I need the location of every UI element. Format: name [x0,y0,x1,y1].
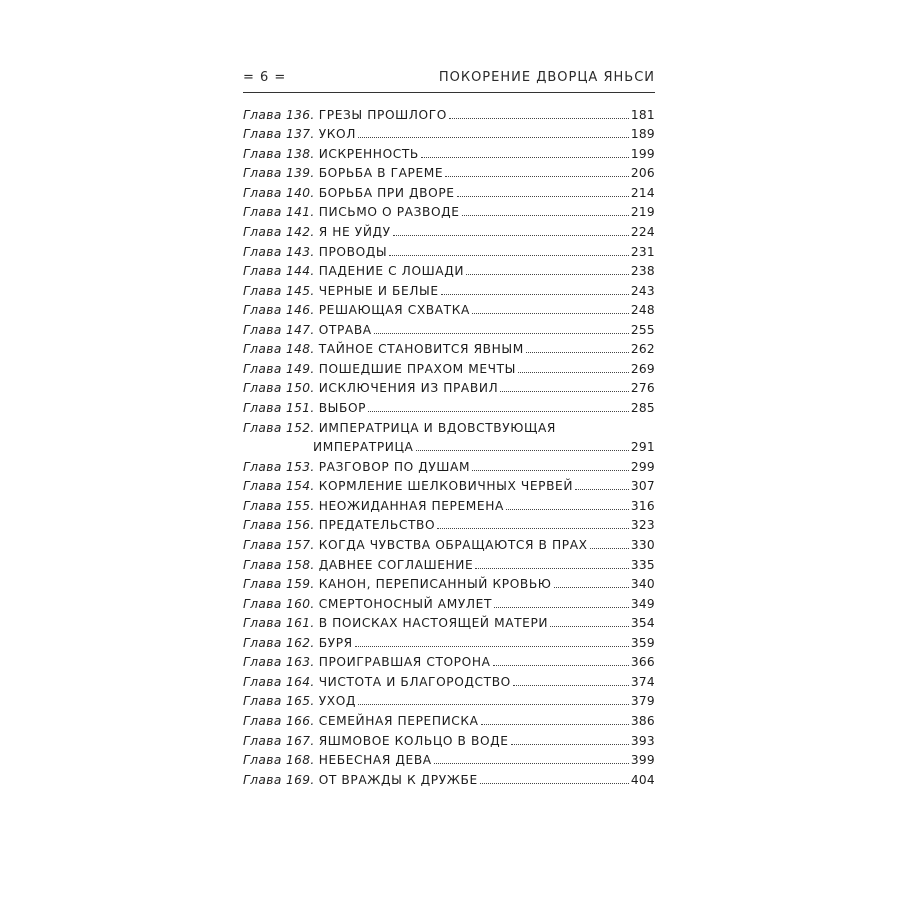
toc-entry [243,630,655,650]
chapter-page-number: 214 [630,185,655,200]
toc-entry [243,650,655,670]
chapter-number: Глава 161. [243,616,315,631]
chapter-title: ДАВНЕЕ СОГЛАШЕНИЕ [318,557,474,572]
chapter-page-number: 285 [630,401,655,415]
chapter-page-number: 399 [630,753,655,768]
dot-leader [472,470,629,471]
chapter-number: Глава 146. [243,303,315,318]
chapter-title: ПАДЕНИЕ С ЛОШАДИ [318,264,465,279]
toc-entry [243,572,655,592]
toc-entry [243,708,655,728]
dot-leader [462,215,629,216]
chapter-number: Глава 166. [243,714,315,728]
dot-leader [449,118,629,119]
dot-leader [526,352,629,353]
dot-leader [355,646,629,647]
chapter-page-number: 262 [630,342,655,357]
toc-entry [243,669,655,689]
toc-entry [243,532,655,552]
chapter-title: ТАЙНОЕ СТАНОВИТСЯ ЯВНЫМ [318,342,524,357]
chapter-title: БОРЬБА ПРИ ДВОРЕ [318,185,455,200]
toc-entry [243,337,655,357]
dot-leader [472,313,629,314]
chapter-title: ПИСЬМО О РАЗВОДЕ [318,205,460,220]
chapter-page-number: 349 [630,596,655,611]
toc-entry [243,395,655,415]
chapter-title: ПРОВОДЫ [318,244,388,259]
chapter-number: Глава 138. [243,146,315,161]
dot-leader [421,157,629,158]
chapter-title: ИСКЛЮЧЕНИЯ ИЗ ПРАВИЛ [318,381,499,396]
chapter-number: Глава 139. [243,166,315,181]
chapter-number: Глава 164. [243,674,315,689]
chapter-number: Глава 151. [243,401,315,415]
chapter-title: РЕШАЮЩАЯ СХВАТКА [318,303,470,318]
dot-leader [480,783,629,784]
toc-entry [243,219,655,239]
chapter-number: Глава 158. [243,557,315,572]
toc-entry [243,493,655,513]
chapter-title: ПОШЕДШИЕ ПРАХОМ МЕЧТЫ [318,361,517,376]
dot-leader [475,568,628,569]
toc-entry [243,180,655,200]
chapter-page-number: 206 [630,166,655,181]
chapter-title: ПРЕДАТЕЛЬСТВО [318,518,436,533]
dot-leader [358,137,629,138]
chapter-number: Глава 145. [243,283,315,298]
dot-leader [368,411,629,412]
chapter-number: Глава 162. [243,635,315,650]
chapter-title: НЕОЖИДАННАЯ ПЕРЕМЕНА [318,498,504,513]
table-of-contents [243,102,655,787]
toc-entry [243,552,655,572]
chapter-page-number: 386 [630,714,655,728]
chapter-page-number: 243 [630,283,655,298]
dot-leader [389,255,629,256]
chapter-number: Глава 159. [243,577,315,592]
dot-leader [416,450,629,451]
chapter-page-number: 255 [630,322,655,337]
toc-entry [243,161,655,181]
chapter-page-number: 374 [630,674,655,689]
chapter-page-number: 354 [630,616,655,631]
toc-entry [243,239,655,259]
chapter-title: СЕМЕЙНАЯ ПЕРЕПИСКА [318,714,479,728]
chapter-number: Глава 163. [243,655,315,670]
chapter-page-number: 359 [630,635,655,650]
chapter-page-number: 199 [630,146,655,161]
chapter-title: ЧИСТОТА И БЛАГОРОДСТВО [318,674,511,689]
dot-leader [518,372,629,373]
chapter-title: ИМПЕРАТРИЦА И ВДОВСТВУЮЩАЯ [318,420,556,435]
toc-entry [243,102,655,122]
chapter-title: В ПОИСКАХ НАСТОЯЩЕЙ МАТЕРИ [318,616,549,631]
toc-entry [243,611,655,631]
chapter-page-number: 291 [630,440,655,455]
dot-leader [500,391,629,392]
header-divider [243,92,655,93]
chapter-page-number: 330 [630,537,655,552]
chapter-number: Глава 153. [243,459,315,474]
toc-entry [243,278,655,298]
dot-leader [493,665,629,666]
chapter-number: Глава 168. [243,753,315,768]
chapter-page-number: 299 [630,459,655,474]
chapter-number: Глава 144. [243,264,315,279]
dot-leader [393,235,629,236]
chapter-title: ПРОИГРАВШАЯ СТОРОНА [318,655,491,670]
chapter-number: Глава 148. [243,342,315,357]
dot-leader [434,763,629,764]
chapter-page-number: 269 [630,361,655,376]
chapter-number: Глава 160. [243,596,315,611]
toc-entry [243,689,655,709]
dot-leader [494,607,629,608]
chapter-number: Глава 141. [243,205,315,220]
chapter-page-number: 379 [630,694,655,709]
chapter-number: Глава 167. [243,733,315,748]
dot-leader [481,724,629,725]
chapter-page-number: 219 [630,205,655,220]
chapter-title: ИСКРЕННОСТЬ [318,146,419,161]
toc-entry [243,513,655,533]
chapter-page-number: 404 [630,772,655,787]
chapter-title: РАЗГОВОР ПО ДУШАМ [318,459,471,474]
dot-leader [550,626,629,627]
dot-leader [441,294,629,295]
dot-leader [575,489,629,490]
chapter-number: Глава 137. [243,127,315,142]
dot-leader [511,744,629,745]
chapter-title: КОГДА ЧУВСТВА ОБРАЩАЮТСЯ В ПРАХ [318,537,588,552]
dot-leader [513,685,629,686]
toc-entry [243,474,655,494]
chapter-number: Глава 157. [243,537,315,552]
toc-entry [243,356,655,376]
toc-entry [243,591,655,611]
toc-entry [243,259,655,279]
dot-leader [554,587,629,588]
chapter-number: Глава 147. [243,322,315,337]
chapter-number: Глава 154. [243,479,315,494]
chapter-page-number: 340 [630,577,655,592]
chapter-number: Глава 152. [243,420,315,435]
chapter-page-number: 276 [630,381,655,396]
chapter-title: УХОД [318,694,357,709]
chapter-page-number: 238 [630,264,655,279]
chapter-number: Глава 149. [243,361,315,376]
chapter-title: СМЕРТОНОСНЫЙ АМУЛЕТ [318,596,492,611]
chapter-title: ОТРАВА [318,322,372,337]
chapter-page-number: 323 [630,518,655,533]
toc-entry [243,376,655,396]
toc-entry [243,200,655,220]
dot-leader [457,196,629,197]
page-number-label: = 6 = [243,69,287,85]
book-title: ПОКОРЕНИЕ ДВОРЦА ЯНЬСИ [438,69,655,85]
chapter-page-number: 335 [630,557,655,572]
chapter-number: Глава 142. [243,224,315,239]
chapter-title: НЕБЕСНАЯ ДЕВА [318,753,432,768]
chapter-title: УКОЛ [318,127,356,142]
dot-leader [374,333,629,334]
chapter-title: КАНОН, ПЕРЕПИСАННЫЙ КРОВЬЮ [318,577,552,592]
chapter-page-number: 307 [630,479,655,494]
toc-entry [243,415,655,454]
chapter-page-number: 248 [630,303,655,318]
chapter-title: БОРЬБА В ГАРЕМЕ [318,166,444,181]
chapter-page-number: 366 [630,655,655,670]
chapter-number: Глава 169. [243,772,315,787]
chapter-page-number: 393 [630,733,655,748]
dot-leader [506,509,629,510]
chapter-page-number: 181 [630,107,655,122]
toc-entry [243,122,655,142]
dot-leader [466,274,629,275]
toc-entry [243,748,655,768]
chapter-number: Глава 155. [243,498,315,513]
chapter-title: КОРМЛЕНИЕ ШЕЛКОВИЧНЫХ ЧЕРВЕЙ [318,479,574,494]
chapter-page-number: 189 [630,127,655,142]
chapter-title: ВЫБОР [318,401,367,415]
dot-leader [445,176,629,177]
toc-entry [243,298,655,318]
dot-leader [437,528,629,529]
chapter-number: Глава 156. [243,518,315,533]
chapter-number: Глава 140. [243,185,315,200]
toc-entry [243,141,655,161]
chapter-title: ГРЕЗЫ ПРОШЛОГО [318,107,447,122]
chapter-page-number: 224 [630,224,655,239]
toc-entry [243,767,655,787]
chapter-title: Я НЕ УЙДУ [318,224,391,239]
chapter-title: БУРЯ [318,635,353,650]
toc-entry [243,317,655,337]
chapter-title: ЯШМОВОЕ КОЛЬЦО В ВОДЕ [318,733,509,748]
chapter-number: Глава 165. [243,694,315,709]
chapter-page-number: 316 [630,498,655,513]
dot-leader [358,704,629,705]
toc-entry [243,728,655,748]
chapter-page-number: 231 [630,244,655,259]
chapter-number: Глава 143. [243,244,315,259]
toc-entry [243,454,655,474]
chapter-title-continued: ИМПЕРАТРИЦА [313,440,414,455]
chapter-title: ЧЕРНЫЕ И БЕЛЫЕ [318,283,439,298]
chapter-title: ОТ ВРАЖДЫ К ДРУЖБЕ [318,772,478,787]
running-header [243,66,655,88]
dot-leader [590,548,629,549]
chapter-number: Глава 150. [243,381,315,396]
chapter-number: Глава 136. [243,107,315,122]
